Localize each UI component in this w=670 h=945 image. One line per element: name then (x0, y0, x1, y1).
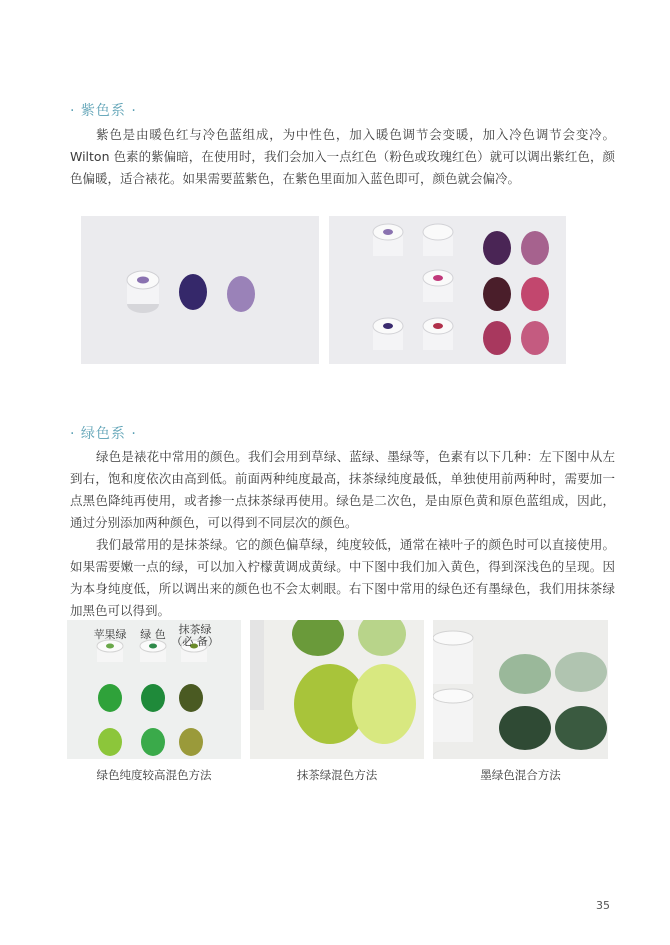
label-matcha-green: 抹茶绿 (178, 623, 212, 636)
green-section-title: · 绿色系 · (70, 426, 137, 442)
caption-left: 绿色纯度较高混色方法 (96, 768, 212, 782)
caption-right: 墨绿色混合方法 (480, 768, 561, 782)
label-apple-green: 苹果绿 (93, 628, 127, 641)
purple-section-paragraph: 紫色是由暖色红与冷色蓝组成，为中性色，加入暖色调节会变暖，加入冷色调节会变冷。Wilton 色素的紫偏暗，在使用时，我们会加入一点红色（粉色或玫瑰红色）就可以调出紫红色，颜色偏暖，适合裱花。如果需要蓝紫色，在紫色里面加入蓝色即可，颜色就会偏冷。 (70, 127, 615, 186)
green-section-paragraph-1: 绿色是裱花中常用的颜色。我们会用到草绿、蓝绿、墨绿等，色素有以下几种：左下图中从左到右，饱和度依次由高到低。前面两种纯度最高，抹茶绿纯度最低，单独使用前两种时，需要加一点黑色降纯再使用，或者掺一点抹茶绿再使用。绿色是二次色，是由原色黄和原色蓝组成，因此，通过分别添加两种颜色，可以得到不同层次的颜色。 (70, 449, 615, 530)
purple-section-title: · 紫色系 · (70, 103, 137, 119)
purple-photo-left (81, 216, 319, 364)
purple-photo-right (329, 216, 566, 364)
green-photo-middle (250, 620, 424, 759)
green-photo-right (433, 620, 608, 759)
label-required: （必 备） (171, 635, 219, 648)
page-number: 35 (596, 899, 610, 912)
green-photo-left (67, 620, 241, 759)
green-section-paragraph-2: 我们最常用的是抹茶绿。它的颜色偏草绿，纯度较低，通常在裱叶子的颜色时可以直接使用。如果需要嫩一点的绿，可以加入柠檬黄调成黄绿。中下图中我们加入黄色，得到深浅色的呈现。因为本身纯度低，所以调出来的颜色也不会太刺眼。右下图中常用的绿色还有墨绿色，我们用抹茶绿加黑色可以得到。 (70, 537, 615, 618)
caption-middle: 抹茶绿混色方法 (296, 768, 378, 782)
label-green: 绿 色 (140, 628, 166, 641)
